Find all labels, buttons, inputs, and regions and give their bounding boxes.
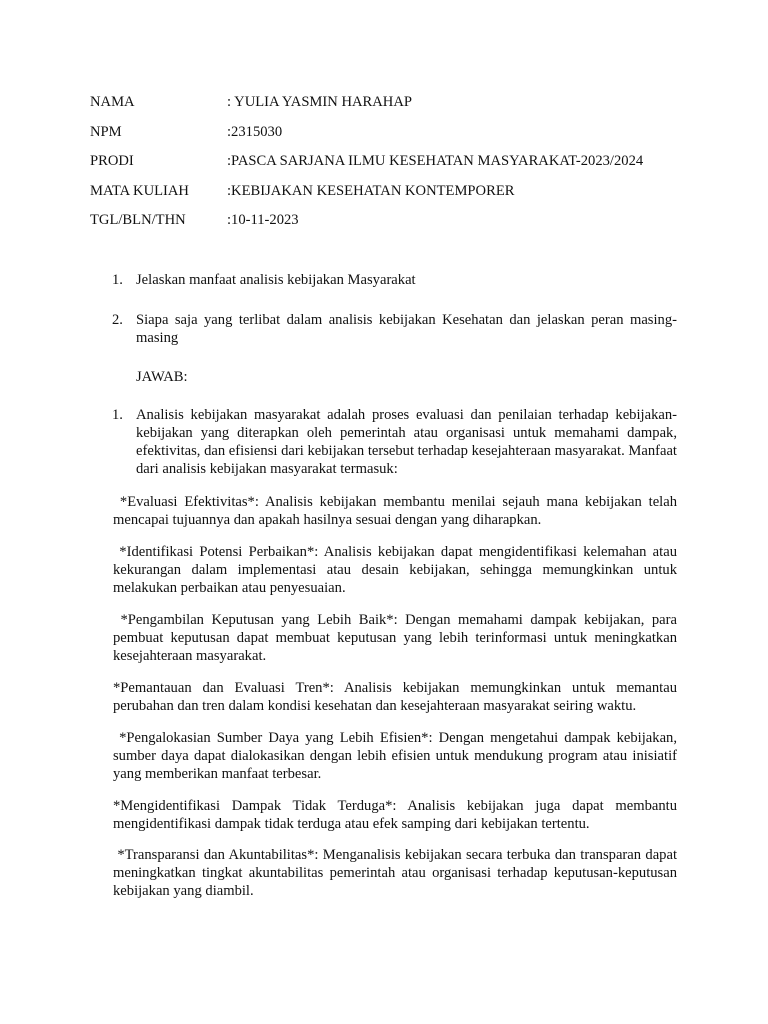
info-label: TGL/BLN/THN: [90, 212, 186, 228]
benefit-paragraph: *Evaluasi Efektivitas*: Analisis kebijakan membantu menilai sejauh mana kebijakan telah mencapai tujuannya dan apakah hasilnya sesuai dengan yang diharapkan.: [113, 494, 681, 528]
info-label: NPM: [90, 123, 122, 140]
student-info: [90, 93, 643, 241]
benefit-paragraph: *Transparansi dan Akuntabilitas*: Menganalisis kebijakan secara terbuka dan transparan dapat meningkatkan tingkat akuntabilitas pemerintah atau organisasi terhadap keputusan-keputusan kebijakan yang diambil.: [113, 847, 681, 899]
info-value: :KEBIJAKAN KESEHATAN KONTEMPORER: [227, 182, 515, 199]
info-value: :2315030: [227, 123, 283, 140]
question-1: [112, 271, 677, 289]
benefit-paragraph: *Identifikasi Potensi Perbaikan*: Analisis kebijakan dapat mengidentifikasi kelemahan atau kekurangan dalam implementasi atau desain kebijakan, sehingga memungkinkan untuk melakukan perbaikan atau penyesuaian.: [113, 544, 681, 596]
answer-intro: Analisis kebijakan masyarakat adalah proses evaluasi dan penilaian terhadap kebijakan-kebijakan yang diterapkan oleh pemerintah atau organisasi untuk memahami dampak, efektivitas, dan efisiensi dari kebijakan tersebut terhadap kesejahteraan masyarakat. Manfaat dari analisis kebijakan masyarakat termasuk:: [136, 407, 677, 477]
info-value: :10-11-2023: [227, 212, 299, 228]
benefit-paragraph: *Pengalokasian Sumber Daya yang Lebih Efisien*: Dengan mengetahui dampak kebijakan, sumber daya dapat dialokasikan dengan lebih efisien untuk mendukung program atau inisiatif yang memberikan manfaat terbesar.: [113, 730, 681, 782]
info-row-mata-kuliah: [90, 182, 643, 212]
info-value: : YULIA YASMIN HARAHAP: [227, 94, 412, 110]
info-row-npm: [90, 123, 643, 153]
answer-number: 1.: [112, 407, 123, 423]
info-label: PRODI: [90, 153, 134, 169]
question-text: Jelaskan manfaat analisis kebijakan Masyarakat: [136, 272, 416, 288]
answer-1: [112, 406, 677, 478]
benefit-paragraph: *Mengidentifikasi Dampak Tidak Terduga*: Analisis kebijakan juga dapat membantu mengidentifikasi dampak tidak terduga atau efek samping dari kebijakan tertentu.: [113, 798, 681, 832]
question-number: 1.: [112, 272, 123, 288]
info-row-prodi: [90, 152, 643, 182]
info-row-tanggal: [90, 211, 643, 241]
answer-heading: JAWAB:: [136, 369, 188, 385]
question-2: [112, 311, 677, 347]
info-label: MATA KULIAH: [90, 182, 189, 199]
info-row-nama: [90, 93, 643, 123]
question-text: Siapa saja yang terlibat dalam analisis kebijakan Kesehatan dan jelaskan peran masing-masing: [136, 312, 677, 346]
info-value: :PASCA SARJANA ILMU KESEHATAN MASYARAKAT-2023/2024: [227, 153, 644, 169]
benefit-paragraph: *Pemantauan dan Evaluasi Tren*: Analisis kebijakan memungkinkan untuk memantau perubahan dan tren dalam kondisi kesehatan dan kesejahteraan masyarakat seiring waktu.: [113, 680, 681, 714]
question-number: 2.: [112, 312, 123, 328]
info-label: NAMA: [90, 94, 135, 110]
benefit-paragraph: *Pengambilan Keputusan yang Lebih Baik*: Dengan memahami dampak kebijakan, para pembuat keputusan dapat membuat keputusan yang lebih terinformasi untuk meningkatkan kesejahteraan masyarakat.: [113, 612, 681, 664]
